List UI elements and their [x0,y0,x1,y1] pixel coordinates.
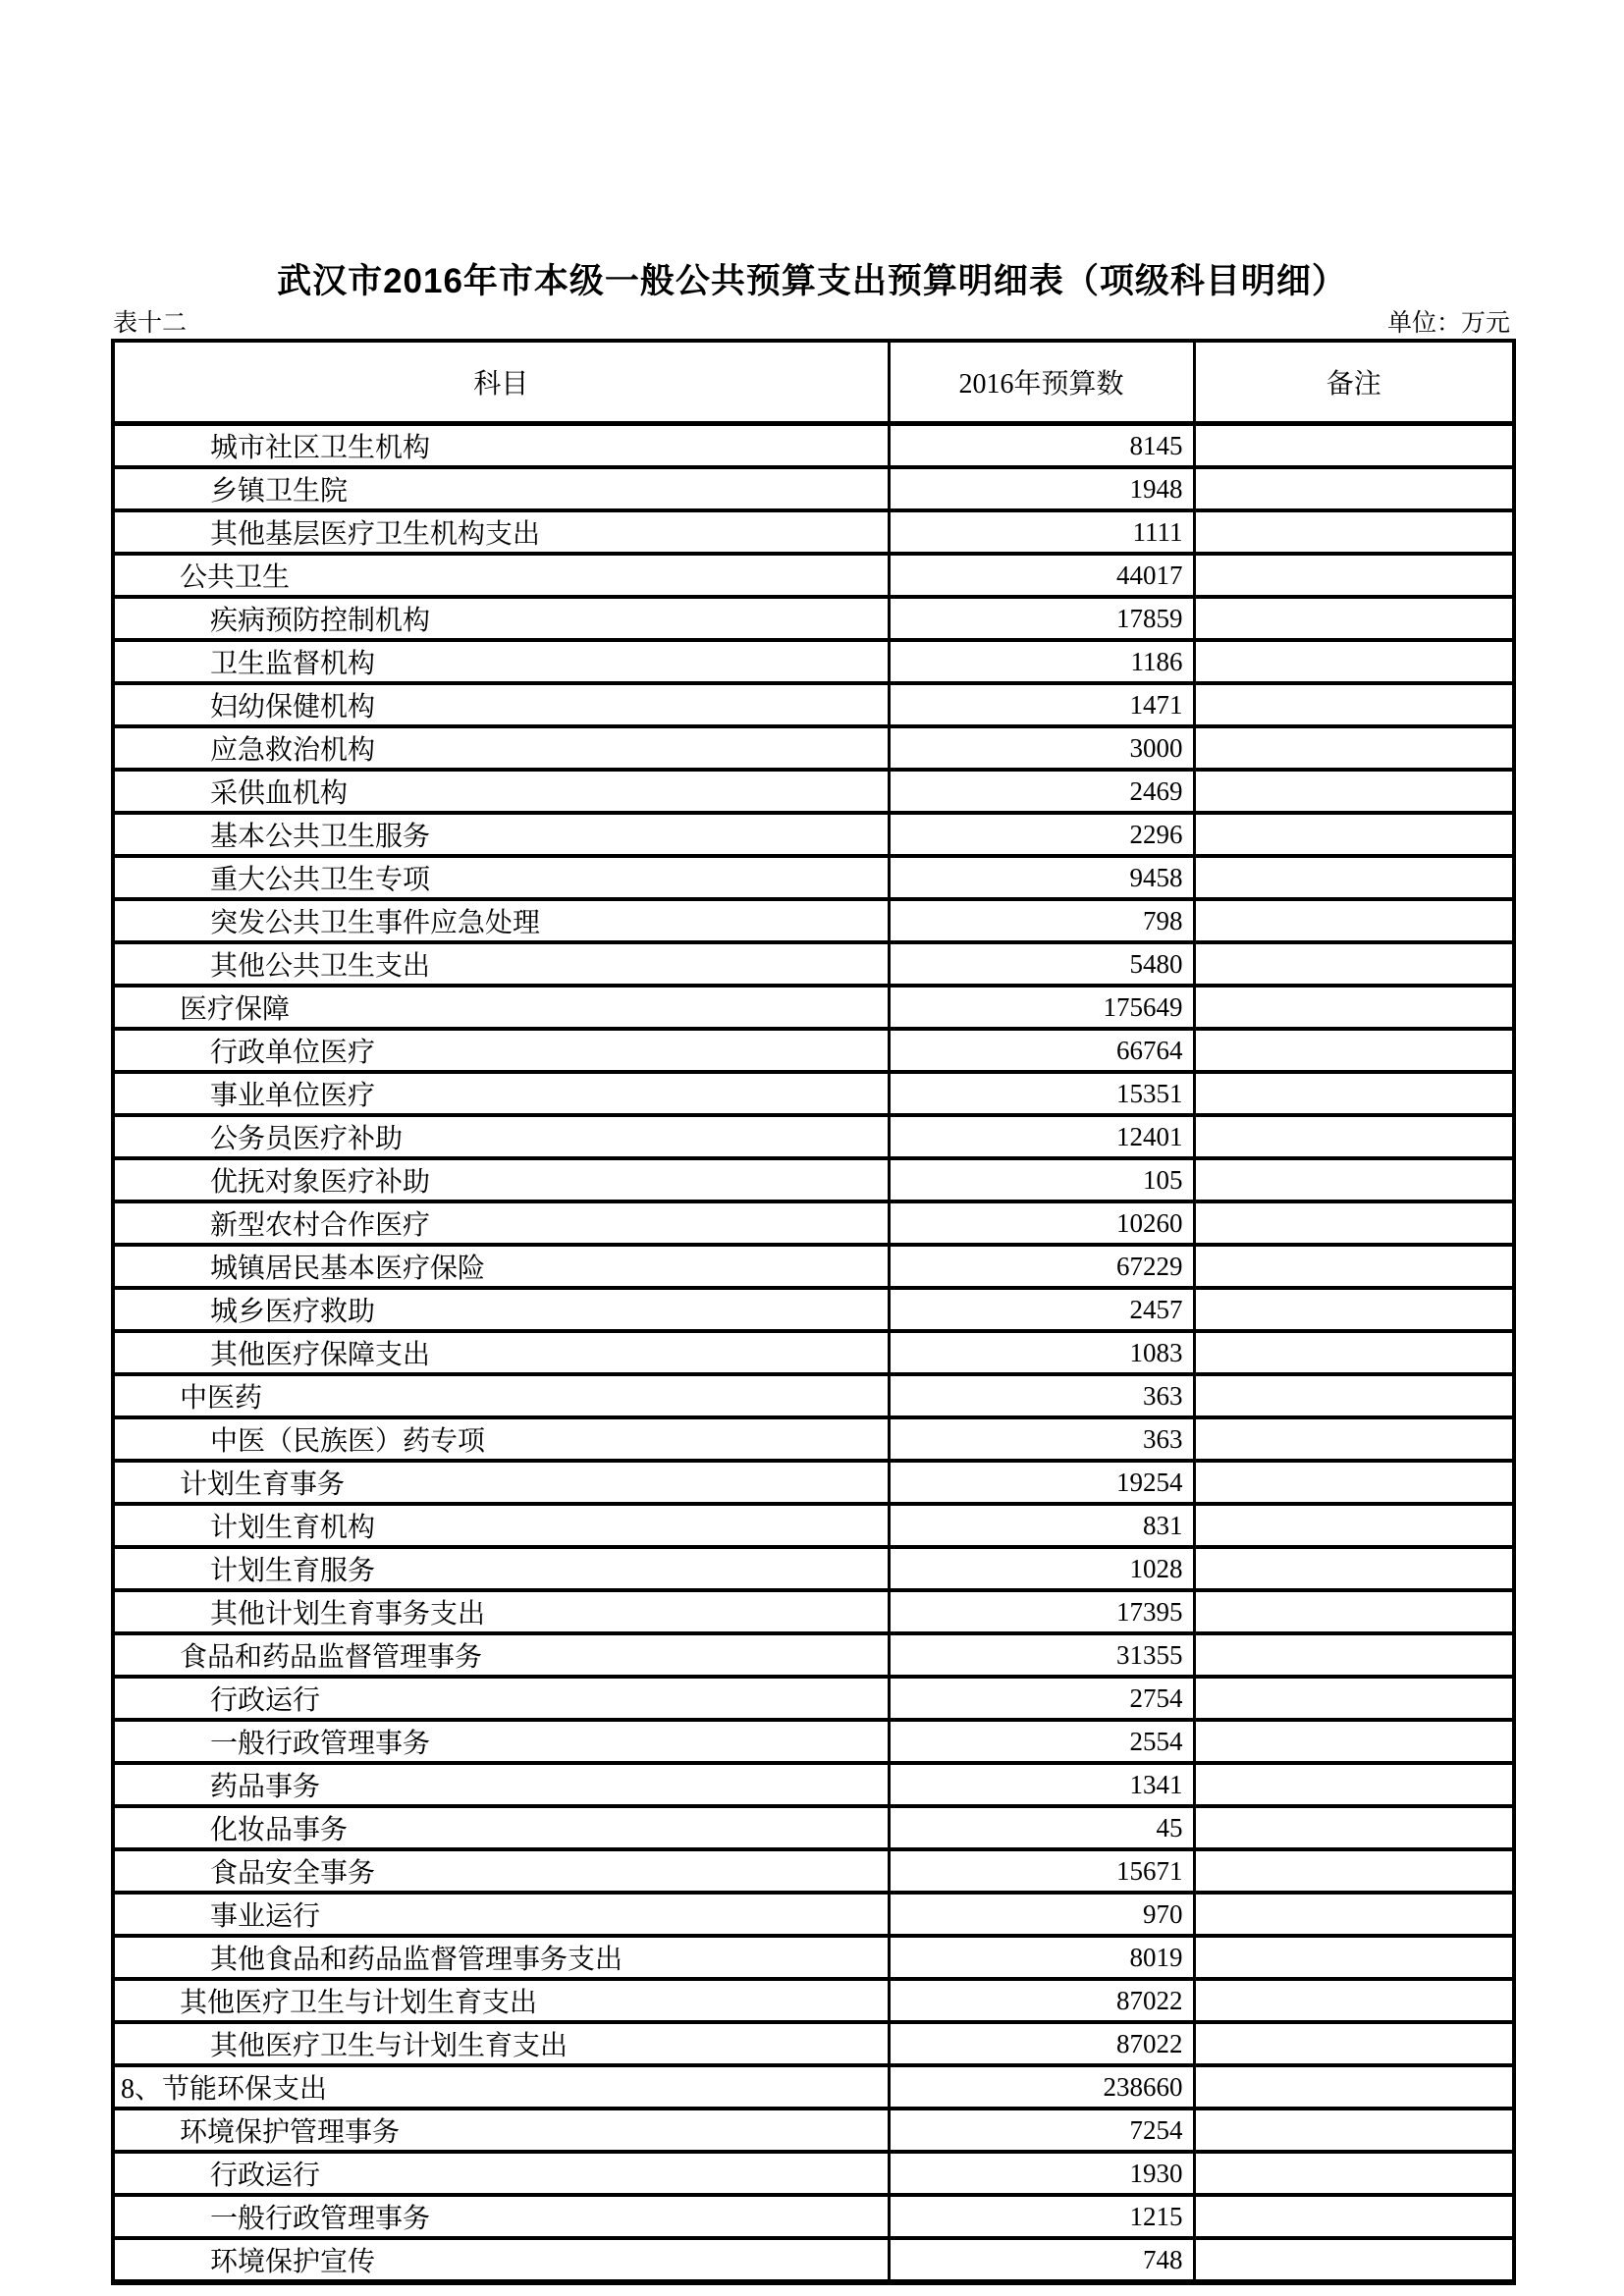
remark-cell [1194,1115,1514,1158]
table-row [113,1893,1514,1936]
subject-cell: 妇幼保健机构 [113,683,889,726]
subject-cell: 其他医疗保障支出 [113,1331,889,1374]
subject-cell: 8、节能环保支出 [113,2065,889,2109]
subject-cell: 事业运行 [113,1893,889,1936]
remark-cell [1194,986,1514,1029]
table-row [113,726,1514,770]
remark-cell [1194,1201,1514,1245]
subject-cell: 食品和药品监督管理事务 [113,1633,889,1677]
budget-amount-cell: 748 [889,2238,1194,2282]
remark-cell [1194,1029,1514,1072]
subject-cell: 其他医疗卫生与计划生育支出 [113,1979,889,2022]
subject-cell: 中医（民族医）药专项 [113,1417,889,1461]
remark-cell [1194,1417,1514,1461]
table-row [113,2195,1514,2238]
remark-cell [1194,1763,1514,1806]
subject-cell: 计划生育事务 [113,1461,889,1504]
table-number-label: 表十二 [113,310,188,337]
subject-cell: 其他医疗卫生与计划生育支出 [113,2022,889,2065]
table-row [113,2109,1514,2152]
table-row [113,2065,1514,2109]
table-row [113,1547,1514,1590]
table-row [113,1720,1514,1763]
document-sheet [111,305,1512,2285]
subject-cell: 行政运行 [113,2152,889,2195]
col-header-subject: 科目 [113,341,889,424]
remark-cell [1194,1374,1514,1417]
table-row [113,770,1514,813]
budget-amount-cell: 2469 [889,770,1194,813]
table-row [113,2022,1514,2065]
table-subheader [111,305,1512,339]
remark-cell [1194,856,1514,899]
subject-cell: 事业单位医疗 [113,1072,889,1115]
subject-cell: 药品事务 [113,1763,889,1806]
remark-cell [1194,813,1514,856]
subject-cell: 应急救治机构 [113,726,889,770]
budget-amount-cell: 1471 [889,683,1194,726]
col-header-budget: 2016年预算数 [889,341,1194,424]
table-row [113,467,1514,510]
budget-amount-cell: 1111 [889,510,1194,554]
budget-amount-cell: 1930 [889,2152,1194,2195]
table-row [113,1417,1514,1461]
budget-amount-cell: 363 [889,1417,1194,1461]
remark-cell [1194,2238,1514,2282]
subject-cell: 一般行政管理事务 [113,2195,889,2238]
budget-amount-cell: 8145 [889,424,1194,468]
subject-cell: 城市社区卫生机构 [113,424,889,468]
table-row [113,1849,1514,1893]
table-row [113,942,1514,986]
remark-cell [1194,1158,1514,1201]
budget-amount-cell: 1341 [889,1763,1194,1806]
budget-amount-cell: 175649 [889,986,1194,1029]
subject-cell: 化妆品事务 [113,1806,889,1849]
remark-cell [1194,1677,1514,1720]
page-title: 武汉市2016年市本级一般公共预算支出预算明细表（项级科目明细） [277,262,1347,301]
subject-cell: 中医药 [113,1374,889,1417]
budget-amount-cell: 67229 [889,1245,1194,1288]
subject-cell: 环境保护管理事务 [113,2109,889,2152]
subject-cell: 优抚对象医疗补助 [113,1158,889,1201]
remark-cell [1194,2195,1514,2238]
table-row [113,2238,1514,2282]
budget-amount-cell: 2554 [889,1720,1194,1763]
remark-cell [1194,1504,1514,1547]
remark-cell [1194,726,1514,770]
remark-cell [1194,424,1514,468]
remark-cell [1194,1461,1514,1504]
budget-amount-cell: 363 [889,1374,1194,1417]
subject-cell: 其他基层医疗卫生机构支出 [113,510,889,554]
subject-cell: 计划生育机构 [113,1504,889,1547]
budget-amount-cell: 17395 [889,1590,1194,1633]
budget-amount-cell: 44017 [889,554,1194,597]
remark-cell [1194,1979,1514,2022]
remark-cell [1194,1633,1514,1677]
remark-cell [1194,1893,1514,1936]
budget-amount-cell: 45 [889,1806,1194,1849]
subject-cell: 一般行政管理事务 [113,1720,889,1763]
remark-cell [1194,1806,1514,1849]
subject-cell: 城乡医疗救助 [113,1288,889,1331]
budget-amount-cell: 2754 [889,1677,1194,1720]
remark-cell [1194,554,1514,597]
remark-cell [1194,1288,1514,1331]
subject-cell: 其他公共卫生支出 [113,942,889,986]
remark-cell [1194,1720,1514,1763]
table-row [113,856,1514,899]
subject-cell: 食品安全事务 [113,1849,889,1893]
remark-cell [1194,1331,1514,1374]
table-row [113,554,1514,597]
subject-cell: 环境保护宣传 [113,2238,889,2282]
budget-amount-cell: 238660 [889,2065,1194,2109]
remark-cell [1194,597,1514,640]
remark-cell [1194,2109,1514,2152]
budget-amount-cell: 1186 [889,640,1194,683]
budget-amount-cell: 1948 [889,467,1194,510]
budget-amount-cell: 10260 [889,1201,1194,1245]
table-row [113,1590,1514,1633]
budget-amount-cell: 15671 [889,1849,1194,1893]
remark-cell [1194,770,1514,813]
subject-cell: 公共卫生 [113,554,889,597]
remark-cell [1194,2022,1514,2065]
budget-amount-cell: 2457 [889,1288,1194,1331]
col-header-remark: 备注 [1194,341,1514,424]
budget-amount-cell: 8019 [889,1936,1194,1979]
table-row [113,1677,1514,1720]
table-row [113,1331,1514,1374]
remark-cell [1194,1936,1514,1979]
subject-cell: 疾病预防控制机构 [113,597,889,640]
budget-amount-cell: 831 [889,1504,1194,1547]
subject-cell: 城镇居民基本医疗保险 [113,1245,889,1288]
budget-amount-cell: 17859 [889,597,1194,640]
budget-amount-cell: 87022 [889,1979,1194,2022]
subject-cell: 计划生育服务 [113,1547,889,1590]
subject-cell: 突发公共卫生事件应急处理 [113,899,889,942]
unit-label: 单位：万元 [1386,310,1510,337]
subject-cell: 新型农村合作医疗 [113,1201,889,1245]
table-row [113,986,1514,1029]
budget-amount-cell: 3000 [889,726,1194,770]
table-row [113,1936,1514,1979]
remark-cell [1194,510,1514,554]
budget-amount-cell: 1215 [889,2195,1194,2238]
subject-cell: 其他计划生育事务支出 [113,1590,889,1633]
table-row [113,1029,1514,1072]
budget-amount-cell: 2296 [889,813,1194,856]
budget-amount-cell: 1028 [889,1547,1194,1590]
subject-cell: 基本公共卫生服务 [113,813,889,856]
subject-cell: 公务员医疗补助 [113,1115,889,1158]
table-row [113,640,1514,683]
table-row [113,1504,1514,1547]
remark-cell [1194,1590,1514,1633]
table-row [113,1461,1514,1504]
remark-cell [1194,942,1514,986]
subject-cell: 采供血机构 [113,770,889,813]
table-row [113,813,1514,856]
remark-cell [1194,2065,1514,2109]
budget-amount-cell: 87022 [889,2022,1194,2065]
budget-amount-cell: 31355 [889,1633,1194,1677]
budget-amount-cell: 105 [889,1158,1194,1201]
budget-amount-cell: 970 [889,1893,1194,1936]
table-row [113,2152,1514,2195]
table-row [113,1806,1514,1849]
table-row [113,1288,1514,1331]
table-row [113,510,1514,554]
subject-cell: 医疗保障 [113,986,889,1029]
budget-amount-cell: 5480 [889,942,1194,986]
remark-cell [1194,899,1514,942]
table-row [113,1115,1514,1158]
subject-cell: 重大公共卫生专项 [113,856,889,899]
remark-cell [1194,683,1514,726]
subject-cell: 乡镇卫生院 [113,467,889,510]
table-row [113,1374,1514,1417]
remark-cell [1194,467,1514,510]
budget-amount-cell: 66764 [889,1029,1194,1072]
budget-amount-cell: 15351 [889,1072,1194,1115]
remark-cell [1194,1245,1514,1288]
table-row [113,424,1514,468]
table-row [113,1072,1514,1115]
table-row [113,1201,1514,1245]
budget-amount-cell: 798 [889,899,1194,942]
budget-amount-cell: 12401 [889,1115,1194,1158]
table-row [113,1158,1514,1201]
table-row [113,683,1514,726]
remark-cell [1194,2152,1514,2195]
subject-cell: 行政运行 [113,1677,889,1720]
table-row [113,1979,1514,2022]
table-header-row [113,341,1514,424]
table-row [113,1633,1514,1677]
remark-cell [1194,1849,1514,1893]
subject-cell: 卫生监督机构 [113,640,889,683]
budget-amount-cell: 19254 [889,1461,1194,1504]
subject-cell: 行政单位医疗 [113,1029,889,1072]
budget-amount-cell: 1083 [889,1331,1194,1374]
table-row [113,899,1514,942]
budget-table [111,339,1516,2285]
subject-cell: 其他食品和药品监督管理事务支出 [113,1936,889,1979]
table-row [113,1763,1514,1806]
remark-cell [1194,640,1514,683]
budget-amount-cell: 7254 [889,2109,1194,2152]
remark-cell [1194,1547,1514,1590]
budget-amount-cell: 9458 [889,856,1194,899]
table-row [113,597,1514,640]
remark-cell [1194,1072,1514,1115]
table-row [113,1245,1514,1288]
